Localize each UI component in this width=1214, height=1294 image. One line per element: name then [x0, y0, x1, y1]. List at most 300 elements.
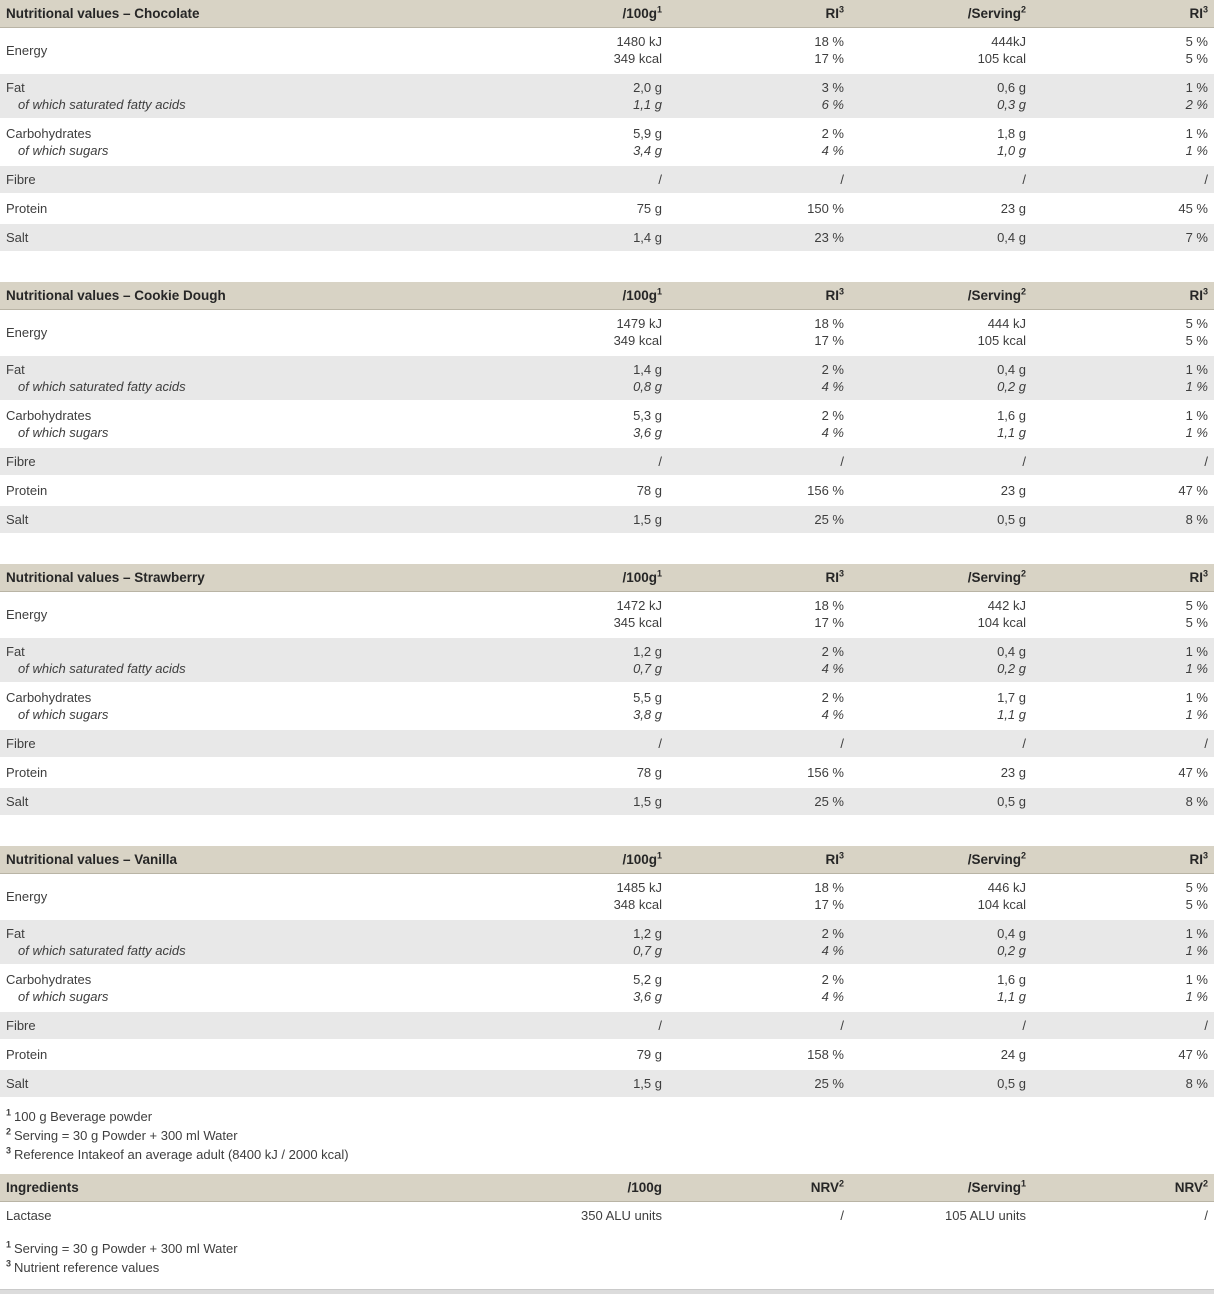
- cell-per-serving: [850, 477, 1032, 504]
- column-header-label: /100g: [622, 570, 657, 585]
- row-label-cell: [0, 1070, 486, 1097]
- row-label-cell: [0, 448, 486, 475]
- row-label-cell: [0, 402, 486, 446]
- column-header-superscript: 2: [1020, 286, 1026, 297]
- value: 8 %: [1185, 1076, 1208, 1091]
- column-header-ri: [668, 846, 850, 873]
- value: 0,2 g: [997, 943, 1026, 958]
- value: 1,1 g: [997, 425, 1026, 440]
- table-row-fibre: [0, 1012, 1214, 1041]
- table-header-row: [0, 0, 1214, 28]
- cell-ri: [668, 966, 850, 1010]
- value: 23 g: [1000, 765, 1026, 780]
- cell-ri: [668, 1041, 850, 1068]
- row-label-cell: [0, 592, 486, 636]
- row-label: Salt: [6, 512, 29, 527]
- cell-ri: [668, 448, 850, 475]
- value: 1,0 g: [997, 143, 1026, 158]
- cell-ri-2: [1032, 730, 1214, 757]
- value: 5,3 g: [633, 408, 662, 423]
- table-row-fat: [0, 356, 1214, 402]
- value: 5 %: [1185, 880, 1208, 895]
- value: 1,5 g: [633, 1076, 662, 1091]
- column-header-per-serving: [850, 846, 1032, 873]
- value: 105 ALU units: [945, 1208, 1026, 1223]
- value: 105 kcal: [977, 51, 1026, 66]
- value: 5 %: [1185, 51, 1208, 66]
- cell-per-serving: [850, 1202, 1032, 1229]
- value: 104 kcal: [977, 615, 1026, 630]
- row-label: Fat: [6, 644, 25, 659]
- table-row-salt: [0, 788, 1214, 817]
- column-header-label: /Serving: [967, 570, 1021, 585]
- value: 1 %: [1185, 644, 1208, 659]
- value: /: [1204, 1018, 1208, 1033]
- bottom-divider: [0, 1289, 1214, 1294]
- cell-ri-2: [1032, 966, 1214, 1010]
- value: 1 %: [1185, 661, 1208, 676]
- column-header-superscript: 3: [838, 568, 844, 579]
- table-row-fat: [0, 74, 1214, 120]
- value: 5,5 g: [633, 690, 662, 705]
- footnote-text: Nutrient reference values: [14, 1260, 160, 1275]
- value: 4 %: [821, 379, 844, 394]
- cell-per-100g: [486, 120, 668, 164]
- value: 1,2 g: [633, 644, 662, 659]
- value: 2 %: [1185, 97, 1208, 112]
- column-header-superscript: 3: [838, 850, 844, 861]
- column-header-superscript: 3: [1202, 286, 1208, 297]
- column-header-label: /Serving: [967, 852, 1021, 867]
- value: 156 %: [807, 483, 844, 498]
- cell-per-serving: [850, 402, 1032, 446]
- value: 0,2 g: [997, 379, 1026, 394]
- footnote-line: [6, 1239, 1214, 1258]
- column-header-superscript: 2: [838, 1178, 844, 1189]
- row-label: Carbohydrates: [6, 408, 92, 423]
- value: 0,5 g: [997, 794, 1026, 809]
- value: 8 %: [1185, 794, 1208, 809]
- table-nutritional-values-vanilla: [0, 846, 1214, 1099]
- column-header-per-serving: [850, 282, 1032, 309]
- column-header-label: /100g: [622, 852, 657, 867]
- value: 442 kJ: [987, 598, 1026, 613]
- value: 4 %: [821, 707, 844, 722]
- cell-per-serving: [850, 920, 1032, 964]
- column-header-ri-2: [1032, 564, 1214, 591]
- value: 78 g: [636, 483, 662, 498]
- row-sub-label: of which saturated fatty acids: [18, 379, 186, 394]
- value: 5,2 g: [633, 972, 662, 987]
- column-header-ri-2: [1032, 846, 1214, 873]
- cell-ri-2: [1032, 874, 1214, 918]
- row-label-cell: [0, 638, 486, 682]
- cell-per-100g: [486, 788, 668, 815]
- column-header-superscript: 1: [1020, 1178, 1026, 1189]
- cell-ri-2: [1032, 195, 1214, 222]
- row-sub-label: of which sugars: [18, 425, 109, 440]
- value: 1,5 g: [633, 794, 662, 809]
- row-label-cell: [0, 28, 486, 72]
- row-label-cell: [0, 730, 486, 757]
- cell-ri: [668, 874, 850, 918]
- value: 7 %: [1185, 230, 1208, 245]
- value: /: [840, 172, 844, 187]
- value: 23 g: [1000, 483, 1026, 498]
- value: 1 %: [1185, 926, 1208, 941]
- cell-ri-2: [1032, 166, 1214, 193]
- row-label: Lactase: [6, 1208, 52, 1223]
- value: 1,7 g: [997, 690, 1026, 705]
- cell-ri-2: [1032, 1070, 1214, 1097]
- footnote-line: [6, 1107, 1214, 1126]
- value: 1,1 g: [633, 97, 662, 112]
- cell-ri: [668, 120, 850, 164]
- value: 105 kcal: [977, 333, 1026, 348]
- cell-per-100g: [486, 477, 668, 504]
- cell-ri-2: [1032, 120, 1214, 164]
- value: 2,0 g: [633, 80, 662, 95]
- row-label: Fat: [6, 80, 25, 95]
- value: /: [840, 736, 844, 751]
- row-label-cell: [0, 920, 486, 964]
- cell-per-100g: [486, 759, 668, 786]
- value: 1 %: [1185, 143, 1208, 158]
- cell-per-100g: [486, 310, 668, 354]
- cell-per-100g: [486, 506, 668, 533]
- value: 75 g: [636, 201, 662, 216]
- column-header-superscript: 3: [1202, 4, 1208, 15]
- value: /: [658, 172, 662, 187]
- row-label: Energy: [6, 324, 48, 340]
- row-label: Protein: [6, 1047, 48, 1062]
- cell-ri-2: [1032, 592, 1214, 636]
- column-header-superscript: 3: [1202, 850, 1208, 861]
- table-title: Nutritional values – Cookie Dough: [6, 288, 226, 303]
- value: 349 kcal: [613, 51, 662, 66]
- cell-ri: [668, 195, 850, 222]
- value: 1485 kJ: [616, 880, 662, 895]
- column-header-label: RI: [825, 570, 839, 585]
- cell-ri-2: [1032, 506, 1214, 533]
- cell-ri: [668, 592, 850, 636]
- table-header-row: [0, 846, 1214, 874]
- value: 23 %: [814, 230, 844, 245]
- column-header-per-100g: [486, 1174, 668, 1201]
- cell-ri-2: [1032, 74, 1214, 118]
- cell-per-serving: [850, 1070, 1032, 1097]
- column-header-ri-2: [1032, 282, 1214, 309]
- ingredients-footnotes: [0, 1231, 1214, 1287]
- table-title: Nutritional values – Vanilla: [6, 852, 178, 867]
- cell-ri-2: [1032, 356, 1214, 400]
- cell-per-100g: [486, 684, 668, 728]
- column-header-per-100g: [486, 282, 668, 309]
- cell-ri: [668, 310, 850, 354]
- column-header-label: NRV: [1174, 1180, 1203, 1195]
- ingredients-table-section: [0, 1174, 1214, 1231]
- value: 1 %: [1185, 126, 1208, 141]
- value: 4 %: [821, 661, 844, 676]
- row-sub-label: of which sugars: [18, 143, 109, 158]
- cell-per-100g: [486, 74, 668, 118]
- value: 18 %: [814, 598, 844, 613]
- value: 5,9 g: [633, 126, 662, 141]
- row-sub-label: of which saturated fatty acids: [18, 661, 186, 676]
- value: 156 %: [807, 765, 844, 780]
- value: 8 %: [1185, 512, 1208, 527]
- cell-per-100g: [486, 166, 668, 193]
- value: 1,5 g: [633, 512, 662, 527]
- row-label-cell: [0, 224, 486, 251]
- cell-per-100g: [486, 402, 668, 446]
- value: /: [1204, 1208, 1208, 1223]
- row-label: Fat: [6, 926, 25, 941]
- table-row-energy: [0, 874, 1214, 920]
- cell-per-serving: [850, 874, 1032, 918]
- table-row-protein: [0, 1041, 1214, 1070]
- row-label-cell: [0, 506, 486, 533]
- value: 1 %: [1185, 80, 1208, 95]
- cell-per-serving: [850, 195, 1032, 222]
- value: 17 %: [814, 615, 844, 630]
- value: 6 %: [821, 97, 844, 112]
- row-label-cell: [0, 120, 486, 164]
- value: 345 kcal: [613, 615, 662, 630]
- row-label-cell: [0, 966, 486, 1010]
- value: 4 %: [821, 989, 844, 1004]
- row-label: Energy: [6, 888, 48, 904]
- value: 1,4 g: [633, 362, 662, 377]
- column-header-ri: [668, 564, 850, 591]
- cell-ri-2: [1032, 1041, 1214, 1068]
- value: 2 %: [821, 644, 844, 659]
- value: /: [1022, 736, 1026, 751]
- value: 2 %: [821, 690, 844, 705]
- cell-per-100g: [486, 195, 668, 222]
- row-label-cell: [0, 1202, 486, 1229]
- cell-ri-2: [1032, 448, 1214, 475]
- column-header-ri: [668, 0, 850, 27]
- value: 1 %: [1185, 989, 1208, 1004]
- value: 104 kcal: [977, 897, 1026, 912]
- table-title: Nutritional values – Strawberry: [6, 570, 205, 585]
- column-header-label: RI: [1189, 288, 1203, 303]
- cell-per-100g: [486, 874, 668, 918]
- row-label: Carbohydrates: [6, 126, 92, 141]
- column-header-label: /100g: [622, 6, 657, 21]
- footnote-text: Serving = 30 g Powder + 300 ml Water: [14, 1241, 238, 1256]
- value: 5 %: [1185, 34, 1208, 49]
- column-header-label: /100g: [627, 1180, 662, 1195]
- footnote-text: 100 g Beverage powder: [14, 1109, 153, 1124]
- value: 5 %: [1185, 316, 1208, 331]
- cell-ri: [668, 684, 850, 728]
- column-header-label: /100g: [622, 288, 657, 303]
- column-header-label: RI: [825, 288, 839, 303]
- column-header-superscript: 1: [656, 850, 662, 861]
- table-row-fibre: [0, 730, 1214, 759]
- row-label: Salt: [6, 1076, 29, 1091]
- column-header-superscript: 1: [656, 286, 662, 297]
- row-label: Fat: [6, 362, 25, 377]
- table-row-energy: [0, 28, 1214, 74]
- cell-ri-2: [1032, 477, 1214, 504]
- value: 1,2 g: [633, 926, 662, 941]
- value: 1,6 g: [997, 408, 1026, 423]
- row-label-cell: [0, 310, 486, 354]
- cell-per-serving: [850, 759, 1032, 786]
- column-header-label: RI: [825, 6, 839, 21]
- cell-per-100g: [486, 356, 668, 400]
- cell-ri: [668, 28, 850, 72]
- value: 47 %: [1178, 483, 1208, 498]
- value: 0,5 g: [997, 512, 1026, 527]
- value: 1479 kJ: [616, 316, 662, 331]
- column-header-superscript: 3: [838, 4, 844, 15]
- value: 0,6 g: [997, 80, 1026, 95]
- value: 24 g: [1000, 1047, 1026, 1062]
- table-nutritional-values-cookie-dough: [0, 282, 1214, 535]
- row-label-cell: [0, 684, 486, 728]
- row-label-cell: [0, 874, 486, 918]
- table-row-energy: [0, 592, 1214, 638]
- row-label: Fibre: [6, 1018, 36, 1033]
- footnote-line: [6, 1145, 1214, 1164]
- cell-ri: [668, 477, 850, 504]
- table-row-protein: [0, 759, 1214, 788]
- value: 18 %: [814, 34, 844, 49]
- row-sub-label: of which sugars: [18, 707, 109, 722]
- column-header-ri: [668, 1174, 850, 1201]
- cell-ri: [668, 74, 850, 118]
- value: 3,6 g: [633, 425, 662, 440]
- value: 1472 kJ: [616, 598, 662, 613]
- value: /: [840, 1018, 844, 1033]
- footnote-superscript: 1: [6, 1239, 12, 1250]
- row-label-cell: [0, 1012, 486, 1039]
- table-row-salt: [0, 1070, 1214, 1099]
- value: 5 %: [1185, 897, 1208, 912]
- value: 0,4 g: [997, 926, 1026, 941]
- value: 1 %: [1185, 972, 1208, 987]
- column-header-ri-2: [1032, 1174, 1214, 1201]
- row-label: Carbohydrates: [6, 972, 92, 987]
- row-label: Protein: [6, 765, 48, 780]
- value: 444 kJ: [987, 316, 1026, 331]
- cell-per-serving: [850, 730, 1032, 757]
- value: 45 %: [1178, 201, 1208, 216]
- table-nutritional-values-strawberry: [0, 564, 1214, 817]
- value: 47 %: [1178, 765, 1208, 780]
- value: 4 %: [821, 943, 844, 958]
- value: 2 %: [821, 362, 844, 377]
- cell-ri: [668, 506, 850, 533]
- value: 5 %: [1185, 333, 1208, 348]
- value: 1480 kJ: [616, 34, 662, 49]
- value: 0,4 g: [997, 362, 1026, 377]
- cell-ri: [668, 1012, 850, 1039]
- table-ingredients: [0, 1174, 1214, 1231]
- column-header-per-serving: [850, 0, 1032, 27]
- table-row-fibre: [0, 448, 1214, 477]
- table-row-lactase: [0, 1202, 1214, 1231]
- value: /: [658, 736, 662, 751]
- value: 350 ALU units: [581, 1208, 662, 1223]
- cell-per-serving: [850, 684, 1032, 728]
- value: 348 kcal: [613, 897, 662, 912]
- cell-ri-2: [1032, 684, 1214, 728]
- footnote-line: [6, 1258, 1214, 1277]
- table-row-protein: [0, 477, 1214, 506]
- footnote-superscript: 3: [6, 1258, 12, 1269]
- cell-per-100g: [486, 224, 668, 251]
- column-header-superscript: 2: [1020, 4, 1026, 15]
- value: 1,4 g: [633, 230, 662, 245]
- table-row-fat: [0, 920, 1214, 966]
- value: 1,1 g: [997, 707, 1026, 722]
- value: 2 %: [821, 408, 844, 423]
- cell-ri-2: [1032, 1202, 1214, 1229]
- cell-per-100g: [486, 448, 668, 475]
- value: 2 %: [821, 972, 844, 987]
- column-header-superscript: 1: [656, 568, 662, 579]
- column-header-label: RI: [825, 852, 839, 867]
- cell-ri-2: [1032, 28, 1214, 72]
- cell-per-100g: [486, 638, 668, 682]
- value: 150 %: [807, 201, 844, 216]
- value: 0,7 g: [633, 943, 662, 958]
- value: /: [1022, 172, 1026, 187]
- row-label-cell: [0, 74, 486, 118]
- footnote-superscript: 3: [6, 1145, 12, 1156]
- column-header-per-100g: [486, 846, 668, 873]
- nutrition-footnotes: [0, 1099, 1214, 1174]
- row-label-cell: [0, 1041, 486, 1068]
- table-title: Nutritional values – Chocolate: [6, 6, 200, 21]
- table-header-row: [0, 282, 1214, 310]
- row-sub-label: of which sugars: [18, 989, 109, 1004]
- value: 4 %: [821, 143, 844, 158]
- cell-ri: [668, 224, 850, 251]
- cell-per-serving: [850, 638, 1032, 682]
- row-label-cell: [0, 166, 486, 193]
- cell-ri-2: [1032, 759, 1214, 786]
- cell-ri: [668, 638, 850, 682]
- value: 1 %: [1185, 943, 1208, 958]
- cell-ri-2: [1032, 638, 1214, 682]
- cell-ri-2: [1032, 1012, 1214, 1039]
- row-label: Energy: [6, 42, 48, 58]
- row-label-cell: [0, 356, 486, 400]
- cell-per-serving: [850, 28, 1032, 72]
- value: 0,2 g: [997, 661, 1026, 676]
- cell-per-100g: [486, 592, 668, 636]
- column-header-label: /Serving: [967, 1180, 1021, 1195]
- footnote-superscript: 1: [6, 1107, 12, 1118]
- value: /: [1022, 454, 1026, 469]
- value: /: [658, 454, 662, 469]
- value: 2 %: [821, 126, 844, 141]
- column-header-label: /Serving: [967, 288, 1021, 303]
- value: /: [840, 1208, 844, 1223]
- cell-per-serving: [850, 166, 1032, 193]
- value: 0,8 g: [633, 379, 662, 394]
- value: 17 %: [814, 897, 844, 912]
- cell-per-serving: [850, 966, 1032, 1010]
- cell-ri-2: [1032, 402, 1214, 446]
- value: 1 %: [1185, 707, 1208, 722]
